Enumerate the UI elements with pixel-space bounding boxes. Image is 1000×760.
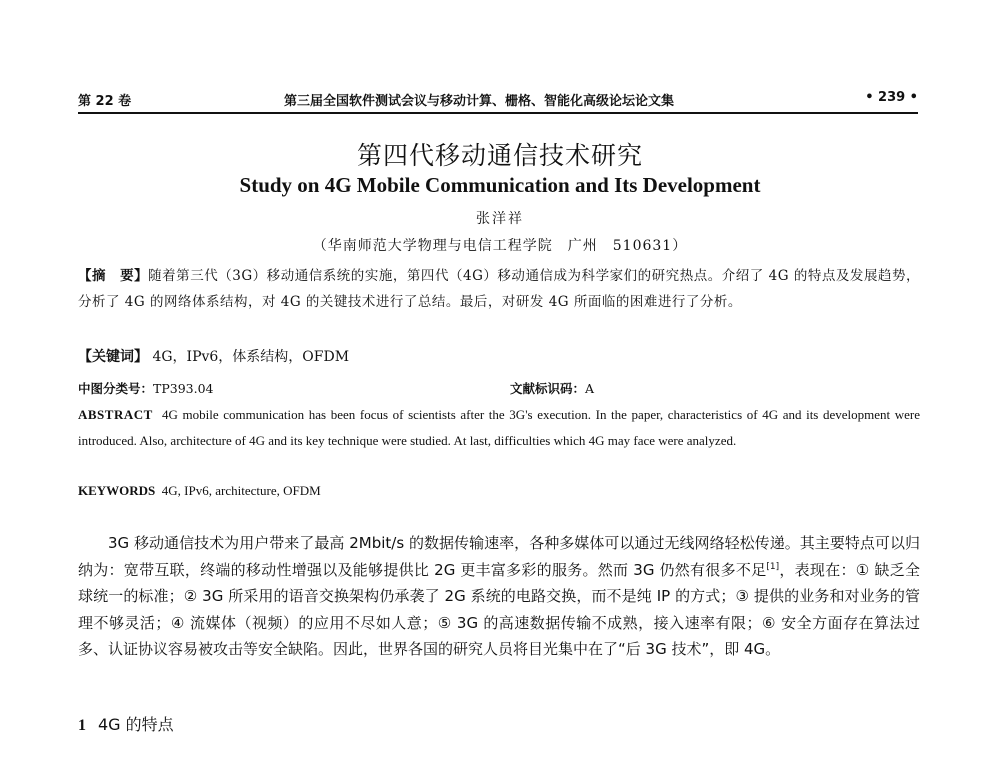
keywords-cn — [78, 345, 920, 369]
running-head — [78, 90, 918, 114]
abstract-en-label: ABSTRACT — [78, 407, 153, 422]
keywords-en-label: KEYWORDS — [78, 483, 156, 498]
clc-label: 中图分类号： — [78, 381, 154, 396]
body-text-part1: 3G 移动通信技术为用户带来了最高 2Mbit/s 的数据传输速率，各种多媒体可以通过无线网络轻松传递。其主要特点可以归纳为：宽带互联，终端的移动性增强以及能够提供比 2G 更丰富多彩的服务。然而 3G 仍然有很多不足 — [78, 534, 920, 579]
body-text-part2: ，表现在：① 缺乏全球统一的标准；② 3G 所采用的语音交换架构仍承袭了 2G 系统的电路交换，而不是纯 IP 的方式；③ 提供的业务和对业务的管理不够灵活；④ 流媒体（视频）的应用不尽如人意；⑤ 3G 的高速数据传输不成熟，接入速率有限；⑥ 安全方面存在算法过多、认证协议容易被攻击等安全缺陷。因此，世界各国的研究人员将目光集中在了“后 3G 技术”，即 4G。 — [78, 560, 920, 658]
keywords-en-text: 4G, IPv6, architecture, OFDM — [161, 483, 321, 498]
body-paragraph — [78, 530, 920, 663]
keywords-cn-text: 4G，IPv6，体系结构，OFDM — [152, 349, 350, 365]
clc-value: TP393.04 — [153, 381, 214, 396]
paper-title-cn: 第四代移动通信技术研究 — [356, 141, 643, 170]
citation-ref[interactable]: [1] — [766, 561, 780, 572]
author-name: 张洋祥 — [476, 211, 524, 227]
abstract-cn — [78, 263, 920, 315]
journal-title: 第三届全国软件测试会议与移动计算、栅格、智能化高级论坛论文集 — [284, 94, 675, 109]
keywords-cn-label: 【关键词】 — [78, 349, 148, 365]
doc-code-value: A — [585, 381, 595, 396]
classification-line — [78, 379, 920, 397]
author-affiliation: （华南师范大学物理与电信工程学院 广州 510631） — [312, 238, 688, 254]
clc-number — [78, 379, 214, 397]
volume-number: 第 22 卷 — [78, 94, 132, 109]
abstract-en-text: 4G mobile communication has been focus of scientists after the 3G's execution. In the paper, characteristics of 4G and its development were introduced. Also, architecture of 4G and its key technique were studied. At last, difficulties which 4G may face were analyzed. — [78, 407, 921, 448]
document-code — [510, 379, 594, 397]
paper-title-en: Study on 4G Mobile Communication and Its Development — [239, 173, 761, 197]
page-number: • 239 • — [865, 90, 918, 105]
section-number: 1 — [78, 717, 86, 734]
section-heading — [78, 712, 174, 735]
abstract-en — [78, 402, 920, 454]
abstract-cn-text: 随着第三代（3G）移动通信系统的实施，第四代（4G）移动通信成为科学家们的研究热点。介绍了 4G 的特点及发展趋势，分析了 4G 的网络体系结构，对 4G 的关键技术进行了总结。最后，对研发 4G 所面临的困难进行了分析。 — [78, 268, 921, 310]
section-title: 4G 的特点 — [98, 715, 174, 734]
keywords-en — [78, 480, 920, 502]
abstract-cn-label: 【摘 要】 — [78, 268, 149, 284]
doc-code-label: 文献标识码： — [510, 381, 586, 396]
